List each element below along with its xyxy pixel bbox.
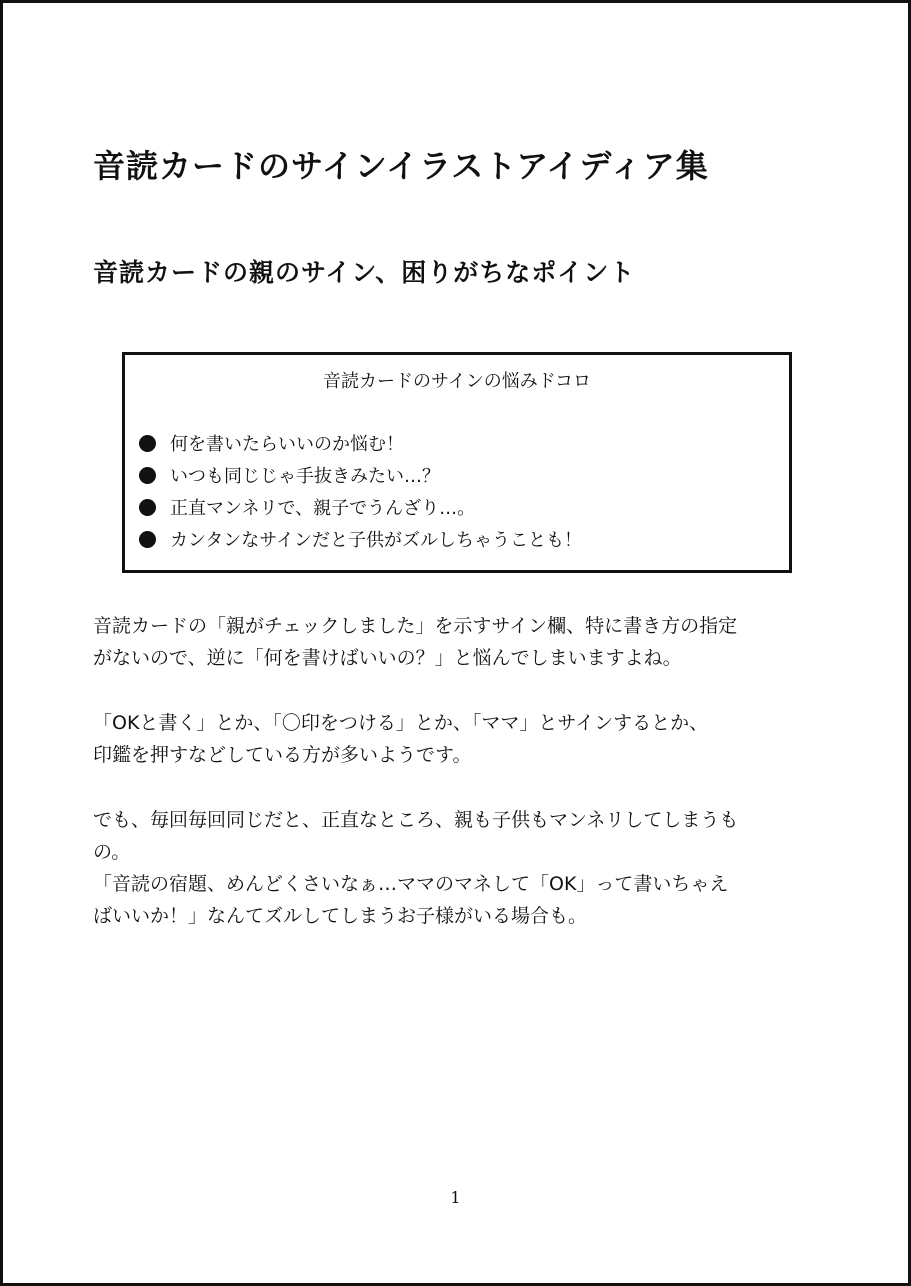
text-line: 「OKと書く」とか、「〇印をつける」とか、「ママ」とサインするとか、 bbox=[93, 712, 709, 734]
list-item-text: カンタンなサインだと子供がズルしちゃうことも！ bbox=[170, 530, 583, 551]
list-item bbox=[139, 459, 582, 491]
callout-title: 音読カードのサインの悩みドコロ bbox=[322, 371, 592, 392]
text-line: ばいいか！」なんてズルしてしまうお子様がいる場合も。 bbox=[93, 905, 588, 927]
list-item-text: 何を書いたらいいのか悩む！ bbox=[170, 434, 404, 455]
page-title: 音読カードのサインイラストアイディア集 bbox=[93, 147, 709, 185]
text-line: の。 bbox=[93, 841, 131, 863]
list-item-text: いつも同じじゃ手抜きみたい…？ bbox=[170, 466, 440, 487]
paragraph bbox=[93, 707, 828, 771]
text-line: でも、毎回毎回同じだと、正直なところ、親も子供もマンネリしてしまうも bbox=[93, 809, 739, 831]
page-number: 1 bbox=[450, 1188, 461, 1207]
text-line: 印鑑を押すなどしている方が多いようです。 bbox=[93, 744, 472, 766]
section-heading: 音読カードの親のサイン、困りがちなポイント bbox=[93, 258, 636, 287]
text-line: がないので、逆に「何を書けばいいの？」と悩んでしまいますよね。 bbox=[93, 647, 682, 669]
callout-box bbox=[122, 352, 792, 573]
list-item bbox=[139, 427, 582, 459]
paragraph bbox=[93, 804, 828, 932]
paragraph bbox=[93, 610, 828, 674]
bullet-icon bbox=[139, 467, 156, 484]
callout-list bbox=[139, 427, 582, 555]
list-item bbox=[139, 491, 582, 523]
bullet-icon bbox=[139, 531, 156, 548]
list-item-text: 正直マンネリで、親子でうんざり…。 bbox=[170, 498, 476, 519]
text-line: 音読カードの「親がチェックしました」を示すサイン欄、特に書き方の指定 bbox=[93, 615, 738, 637]
bullet-icon bbox=[139, 499, 156, 516]
bullet-icon bbox=[139, 435, 156, 452]
list-item bbox=[139, 523, 582, 555]
text-line: 「音読の宿題、めんどくさいなぁ…ママのマネして「OK」って書いちゃえ bbox=[93, 873, 729, 895]
body-text bbox=[93, 610, 828, 932]
